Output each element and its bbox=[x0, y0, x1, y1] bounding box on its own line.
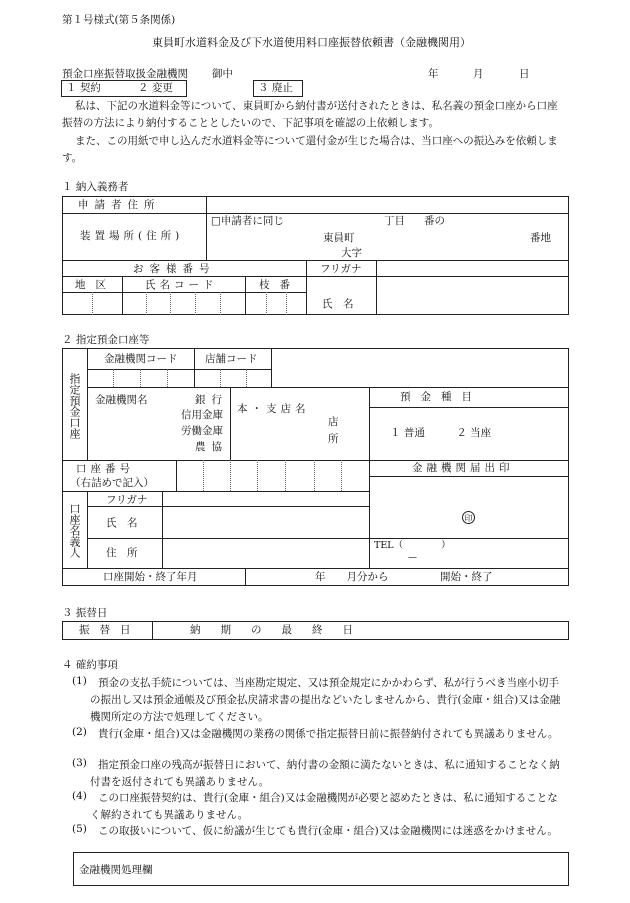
ban-label: 番の bbox=[424, 215, 445, 227]
branch-code-label: 店舗コード bbox=[205, 353, 258, 365]
deposit-type-label: 預金種目 bbox=[400, 391, 482, 403]
holder-address-label: 住 所 bbox=[106, 547, 138, 559]
bank-type-shinkin: 信用金庫 bbox=[181, 409, 223, 421]
bank-name-label: 金融機関名 bbox=[95, 394, 148, 406]
seal-mark: 印 bbox=[462, 511, 475, 524]
form-number: 第１号様式(第５条関係) bbox=[62, 14, 176, 26]
addressee-honorific: 御中 bbox=[212, 68, 233, 80]
section4-heading: ４ 確約事項 bbox=[62, 659, 118, 671]
name-code-label: 氏名コード bbox=[145, 279, 218, 291]
pledge-number: (4) bbox=[72, 790, 87, 802]
furigana-field[interactable] bbox=[378, 262, 566, 275]
banchi-label: 番地 bbox=[530, 232, 551, 244]
branch-number-label: 枝番 bbox=[259, 279, 300, 291]
start-end-label: 口座開始・終了年月 bbox=[103, 571, 198, 583]
right-align-note: （右詰めで記入） bbox=[70, 477, 154, 489]
holder-name-label: 氏 名 bbox=[106, 517, 138, 529]
pledge-item: 指定預金口座の残高が振替日において、納付書の金額に満たないときは、私に通知することなく納付書を返付されても異議ありません。 bbox=[90, 759, 560, 788]
furigana-label: フリガナ bbox=[320, 263, 362, 275]
account-holder-side-label: 口座名義人 bbox=[68, 503, 81, 558]
town-label: 東員町 bbox=[323, 232, 355, 244]
bank-type-rokin: 労働金庫 bbox=[181, 425, 223, 437]
pledge-number: (2) bbox=[72, 726, 87, 738]
bank-type-nokyo: 農協 bbox=[195, 441, 228, 453]
pledge-number: (3) bbox=[72, 757, 87, 769]
bank-seal-label: 金融機関届出印 bbox=[412, 462, 514, 474]
addressee: 預金口座振替取扱金融機関 bbox=[62, 68, 188, 80]
deposit-type-options[interactable]: １ 普通 ２ 当座 bbox=[390, 427, 492, 439]
designated-account-side-label: 指定預金口座 bbox=[68, 373, 81, 439]
intro-paragraph-2: また、この用紙で申し込んだ水道料金等について還付金が生じた場合は、当口座への振込みを依頼します。 bbox=[62, 135, 558, 164]
applicant-address-label: 申請者住所 bbox=[78, 199, 161, 211]
holder-furigana-field[interactable] bbox=[164, 493, 367, 505]
ten-label: 店 bbox=[328, 416, 339, 428]
bank-type-bank: 銀行 bbox=[195, 394, 228, 406]
chome-label: 丁目 bbox=[384, 215, 405, 227]
transfer-date-value: 納期の最終日 bbox=[190, 624, 373, 636]
date-month: 月 bbox=[473, 68, 484, 80]
pledge-item: この取扱いについて、仮に紛議が生じても貴行(金庫・組合)又は金融機関には迷惑をかけません。 bbox=[98, 825, 558, 837]
tel-label[interactable]: TEL（ ） bbox=[374, 540, 451, 551]
account-number-label: 口座番号 bbox=[76, 463, 134, 475]
applicant-address-field[interactable] bbox=[208, 199, 566, 211]
transfer-date-label: 振替日 bbox=[79, 624, 141, 636]
customer-number-label: お客様番号 bbox=[133, 263, 216, 275]
pledge-item: この口座振替契約は、貴行(金庫・組合)又は金融機関が必要と認めたときは、私に通知することなく解約されても異議ありません。 bbox=[90, 792, 558, 821]
option-cancel[interactable]: ３ 廃止 bbox=[258, 82, 293, 94]
option-contract[interactable]: １ 契約 bbox=[66, 82, 101, 94]
holder-name-field[interactable] bbox=[164, 508, 367, 537]
district-label: 地区 bbox=[75, 279, 116, 291]
intro-paragraph-1: 私は、下記の水道料金等について、東員町から納付書が送付されたときは、私名義の預金口座から口座振替の方法により納付することとしたいので、下記事項を確認の上依頼します。 bbox=[62, 100, 558, 129]
section2-heading: ２ 指定預金口座等 bbox=[62, 334, 150, 346]
sho-label: 所 bbox=[328, 433, 339, 445]
section1-heading: １ 納入義務者 bbox=[62, 181, 129, 193]
tel-dash: — bbox=[408, 553, 417, 563]
date-year: 年 bbox=[428, 68, 439, 80]
obligor-name-field[interactable] bbox=[378, 278, 566, 313]
pledge-number: (5) bbox=[72, 823, 87, 835]
pledge-item: 預金の支払手続については、当座勘定規定、又は預金規定にかかわらず、私が行うべき当座小切手の振出し又は預金通帳及び預金払戻請求書の提出などいたしませんから、貴行(金庫・組合)又は金融機関所定の方法で処理してください。 bbox=[90, 677, 561, 723]
same-as-applicant-checkbox[interactable]: □申請者に同じ bbox=[211, 215, 284, 227]
holder-address-field[interactable] bbox=[164, 540, 367, 566]
pledge-item: 貴行(金庫・組合)又は金融機関の業務の関係で指定振替日前に振替納付されても異議ありません。 bbox=[98, 728, 559, 740]
branch-office-label: 本・支店名 bbox=[237, 403, 310, 415]
from-month-label: 年 月分から bbox=[315, 571, 389, 583]
bank-code-label: 金融機関コード bbox=[104, 353, 178, 365]
pledge-number: (1) bbox=[72, 675, 87, 687]
document-title: 東員町水道料金及び下水道使用料口座振替依頼書（金融機関用） bbox=[152, 36, 471, 49]
device-location-label: 装置場所(住所) bbox=[80, 230, 184, 242]
section3-heading: ３ 振替日 bbox=[62, 607, 108, 619]
holder-furigana-label: フリガナ bbox=[106, 494, 148, 506]
date-day: 日 bbox=[519, 68, 530, 80]
option-change[interactable]: ２ 変更 bbox=[138, 82, 173, 94]
obligor-name-label: 氏 名 bbox=[322, 298, 354, 310]
oaza-label: 大字 bbox=[341, 247, 362, 259]
start-end-value: 開始・終了 bbox=[440, 571, 493, 583]
bank-processing-label: 金融機関処理欄 bbox=[79, 864, 153, 876]
